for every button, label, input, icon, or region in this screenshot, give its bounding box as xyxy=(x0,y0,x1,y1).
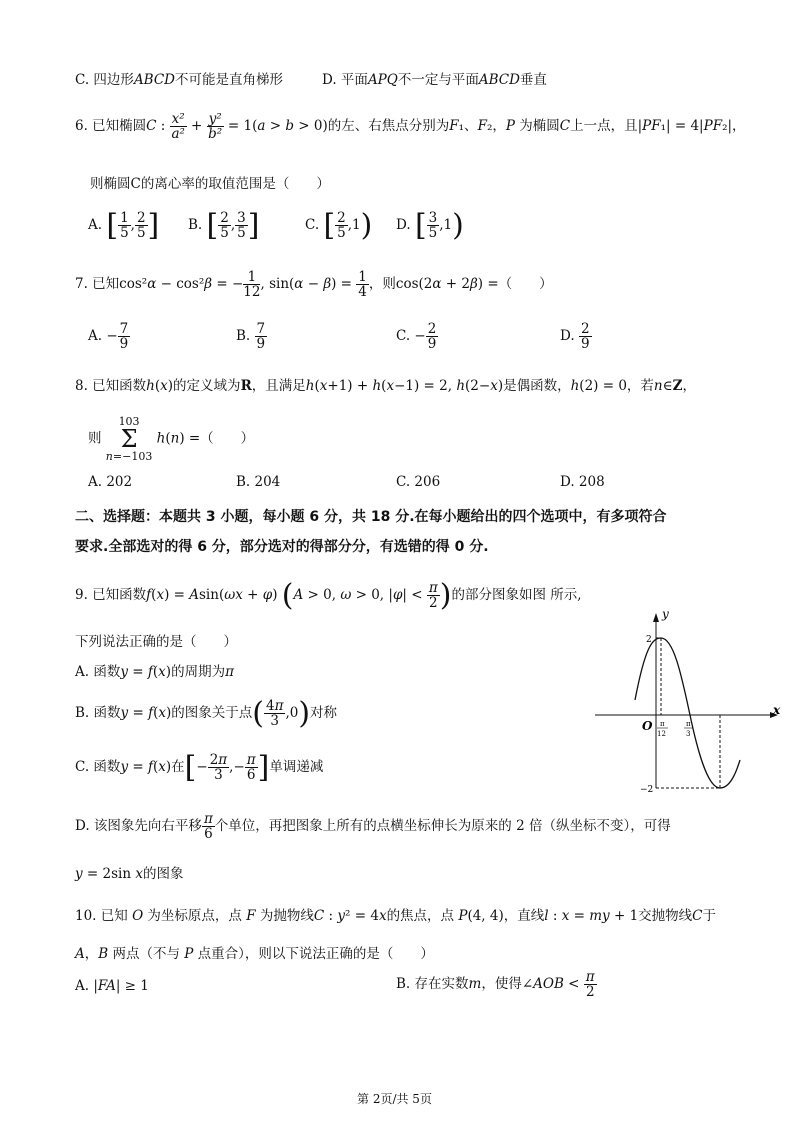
y-top-label: 2 xyxy=(646,635,652,645)
q10-option-b: B. 存在实数m，使得∠AOB < $\frac{\pi}{2}$ xyxy=(396,969,595,1001)
q7-option-a: A. − $\frac{7}{9}$ xyxy=(88,321,129,353)
q6-stem-line1: 6. 已知椭圆C : $\frac{\text{x²}}{\text{a²}}$ + $\frac{\text{y²}}{\text{b²}}$ = 1(a > b > 0)的左、右焦点分别为F₁、F₂，P 为椭圆C上一点，且|PF₁| = 4|PF₂|， xyxy=(75,111,746,143)
q9-option-a: A. 函数y = f(x)的周期为π xyxy=(75,664,234,680)
q6-option-c: C. [ $\frac{2}{5}$ ,1) xyxy=(305,208,373,243)
q10-stem-line1: 10. 已知 O 为坐标原点，点 F 为抛物线C : y² = 4x的焦点，点 P(4, 4)，直线l : x = my + 1交抛物线C于 xyxy=(75,908,717,924)
section2-heading-line2: 要求.全部选对的得 6 分，部分选对的得部分分，有选错的得 0 分. xyxy=(75,539,489,555)
q10-stem-line2: A，B 两点（不与 P 点重合），则以下说法正确的是（ ） xyxy=(75,946,434,962)
q9-stem-line1: 9. 已知函数f(x) = Asin(ωx + φ) (A > 0, ω > 0, |φ| < $\frac{\pi}{2}$ )的部分图象如图 所示, xyxy=(75,578,582,613)
q9-stem-line2: 下列说法正确的是（ ） xyxy=(75,634,237,650)
q6-option-b: B. [ $\frac{2}{5}$ , $\frac{3}{5}$ ] xyxy=(188,208,260,243)
axis-x-label: x xyxy=(773,703,781,717)
q9-option-b: B. 函数y = f(x)的图象关于点( $\frac{4\pi}{3}$ ,0)对称 xyxy=(75,696,338,731)
axis-y-label: y xyxy=(662,608,669,621)
q7-option-d: D. $\frac{2}{9}$ xyxy=(560,321,590,353)
page-number: 第 2页/共 5页 xyxy=(357,1092,432,1106)
tick1-num: π xyxy=(660,720,665,728)
sine-curve xyxy=(635,638,740,788)
q5-option-d: D. 平面APQ不一定与平面ABCD垂直 xyxy=(322,72,547,88)
y-axis-arrow xyxy=(653,613,659,622)
origin-label: O xyxy=(642,719,653,733)
q8-option-b: B. 204 xyxy=(236,474,281,490)
q7-option-b: B. $\frac{7}{9}$ xyxy=(236,321,266,353)
q7-stem: 7. 已知cos²α − cos²β = − $\frac{1}{12}$ , sin(α − β) = $\frac{1}{4}$ ，则cos(2α + 2β) =（ ） xyxy=(75,269,553,301)
section2-heading-line1: 二、选择题：本题共 3 小题，每小题 6 分，共 18 分.在每小题给出的四个选项中，有多项符合 xyxy=(75,509,667,525)
q6-option-a: A. [ $\frac{1}{5}$ , $\frac{2}{5}$ ] xyxy=(88,208,160,243)
q9-sine-graph xyxy=(590,608,790,798)
tick2-num: π xyxy=(686,720,691,728)
tick2-den: 3 xyxy=(686,730,691,738)
q8-stem-line2: 则 103 Σ n=−103 h(n) =（ ） xyxy=(88,415,255,463)
q9-option-c: C. 函数y = f(x)在[− $\frac{2\pi}{3}$ ,− $\frac{\pi}{6}$ ]单调递减 xyxy=(75,750,324,785)
q8-option-c: C. 206 xyxy=(396,474,441,490)
q6-stem-line2: 则椭圆C的离心率的取值范围是（ ） xyxy=(90,176,330,192)
q9-option-d-line1: D. 该图象先向右平移 $\frac{\pi}{6}$ 个单位，再把图象上所有的点横坐标伸长为原来的 2 倍（纵坐标不变），可得 xyxy=(75,811,671,843)
q8-stem-line1: 8. 已知函数h(x)的定义域为R，且满足h(x+1) + h(x−1) = 2, h(2−x)是偶函数，h(2) = 0，若n∈Z， xyxy=(75,378,696,394)
tick1-den: 12 xyxy=(657,730,666,738)
q9-option-d-line2: y = 2sin x的图象 xyxy=(75,866,184,882)
y-bottom-label: −2 xyxy=(640,785,654,795)
q5-option-c: C. 四边形ABCD不可能是直角梯形 xyxy=(75,72,284,88)
q8-option-a: A. 202 xyxy=(88,474,133,490)
q8-option-d: D. 208 xyxy=(560,474,605,490)
q6-option-d: D. [ $\frac{3}{5}$ ,1) xyxy=(396,208,464,243)
q7-option-c: C. − $\frac{2}{9}$ xyxy=(396,321,437,353)
q10-option-a: A. |FA| ≥ 1 xyxy=(75,978,149,994)
